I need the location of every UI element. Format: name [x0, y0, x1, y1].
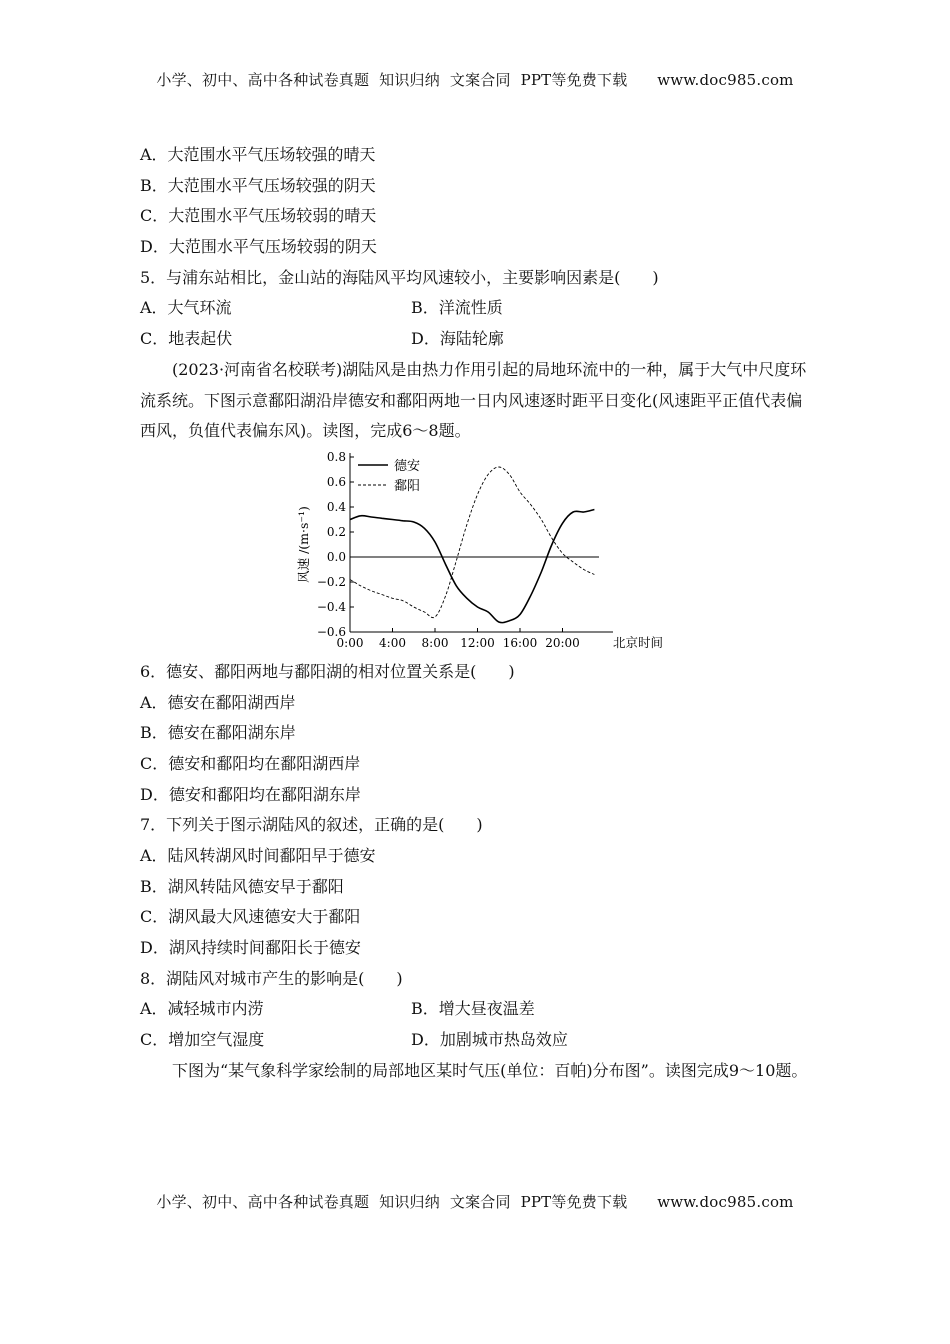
q5-stem: 5．与浦东站相比，金山站的海陆风平均风速较小，主要影响因素是( )	[140, 267, 659, 287]
wind-speed-chart	[140, 447, 815, 657]
passage-pressure-map: 下图为“某气象科学家绘制的局部地区某时气压(单位：百帕)分布图”。读图完成9～10题。	[172, 1060, 808, 1080]
question-content	[140, 140, 815, 1087]
legend-label: 德安	[394, 458, 421, 474]
y-tick-label: 0.8	[326, 449, 346, 464]
y-tick-label: −0.6	[316, 624, 346, 639]
q7-option-d: D．湖风持续时间鄱阳长于德安	[140, 938, 361, 958]
q4-option-b: B．大范围水平气压场较强的阴天	[140, 175, 376, 195]
x-tick-label: 16:00	[502, 635, 538, 650]
q7-option-b: B．湖风转陆风德安早于鄱阳	[140, 876, 344, 896]
x-tick-label: 0:00	[336, 635, 364, 650]
series-line-dean	[350, 509, 594, 622]
q5-options-row2	[140, 324, 815, 355]
q4-option-c: C．大范围水平气压场较弱的晴天	[140, 206, 377, 226]
page-header: 小学、初中、高中各种试卷真题 知识归纳 文案合同 PPT等免费下载 www.doc985.com	[156, 71, 794, 89]
q8-option-b: B．增大昼夜温差	[411, 999, 535, 1019]
passage-lake-land-breeze: (2023·河南省名校联考)湖陆风是由热力作用引起的局地环流中的一种，属于大气中尺度环流系统。下图示意鄱阳湖沿岸德安和鄱阳两地一日内风速逐时距平日变化(风速距平正值代表偏西风，负值代表偏东风)。读图，完成6～8题。	[140, 359, 807, 441]
q4-option-a: A．大范围水平气压场较强的晴天	[140, 145, 376, 164]
q8-stem: 8．湖陆风对城市产生的影响是( )	[140, 968, 403, 988]
wind-speed-chart-svg	[290, 447, 664, 655]
x-tick-label: 8:00	[421, 635, 449, 650]
q8-option-a: A．减轻城市内涝	[140, 999, 264, 1019]
q5-options-row1	[140, 293, 815, 324]
x-tick-label: 12:00	[460, 635, 495, 650]
y-tick-label: 0.0	[326, 549, 346, 564]
y-tick-label: −0.4	[316, 599, 346, 614]
q6-option-c: C．德安和鄱阳均在鄱阳湖西岸	[140, 753, 361, 773]
x-tick-label: 4:00	[379, 635, 406, 650]
q8-option-d: D．加剧城市热岛效应	[411, 1030, 568, 1050]
page-footer: 小学、初中、高中各种试卷真题 知识归纳 文案合同 PPT等免费下载 www.doc985.com	[156, 1193, 794, 1211]
y-tick-label: 0.6	[326, 474, 346, 489]
q4-option-d: D．大范围水平气压场较弱的阴天	[140, 237, 377, 257]
x-axis-label: 北京时间	[613, 634, 664, 650]
q5-option-c: C．地表起伏	[140, 329, 233, 349]
x-tick-label: 20:00	[545, 635, 580, 650]
legend-label: 鄱阳	[394, 478, 421, 494]
q5-option-d: D．海陆轮廓	[411, 329, 504, 349]
q5-option-a: A．大气环流	[140, 298, 232, 318]
y-tick-label: 0.2	[326, 524, 346, 539]
q6-option-d: D．德安和鄱阳均在鄱阳湖东岸	[140, 784, 361, 804]
q6-option-a: A．德安在鄱阳湖西岸	[140, 692, 296, 712]
q5-option-b: B．洋流性质	[411, 298, 503, 318]
y-tick-label: −0.2	[316, 574, 346, 589]
q7-stem: 7．下列关于图示湖陆风的叙述，正确的是( )	[140, 815, 483, 835]
q7-option-a: A．陆风转湖风时间鄱阳早于德安	[140, 846, 376, 866]
q6-option-b: B．德安在鄱阳湖东岸	[140, 723, 296, 743]
q6-stem: 6．德安、鄱阳两地与鄱阳湖的相对位置关系是( )	[140, 661, 515, 681]
q7-option-c: C．湖风最大风速德安大于鄱阳	[140, 907, 361, 927]
y-tick-label: 0.4	[326, 499, 346, 514]
q8-options-row2	[140, 1025, 815, 1056]
q8-options-row1	[140, 994, 815, 1025]
series-line-poyang	[350, 467, 594, 618]
y-axis-label: 风速 /(m·s⁻¹)	[296, 506, 311, 583]
q8-option-c: C．增加空气湿度	[140, 1030, 265, 1050]
